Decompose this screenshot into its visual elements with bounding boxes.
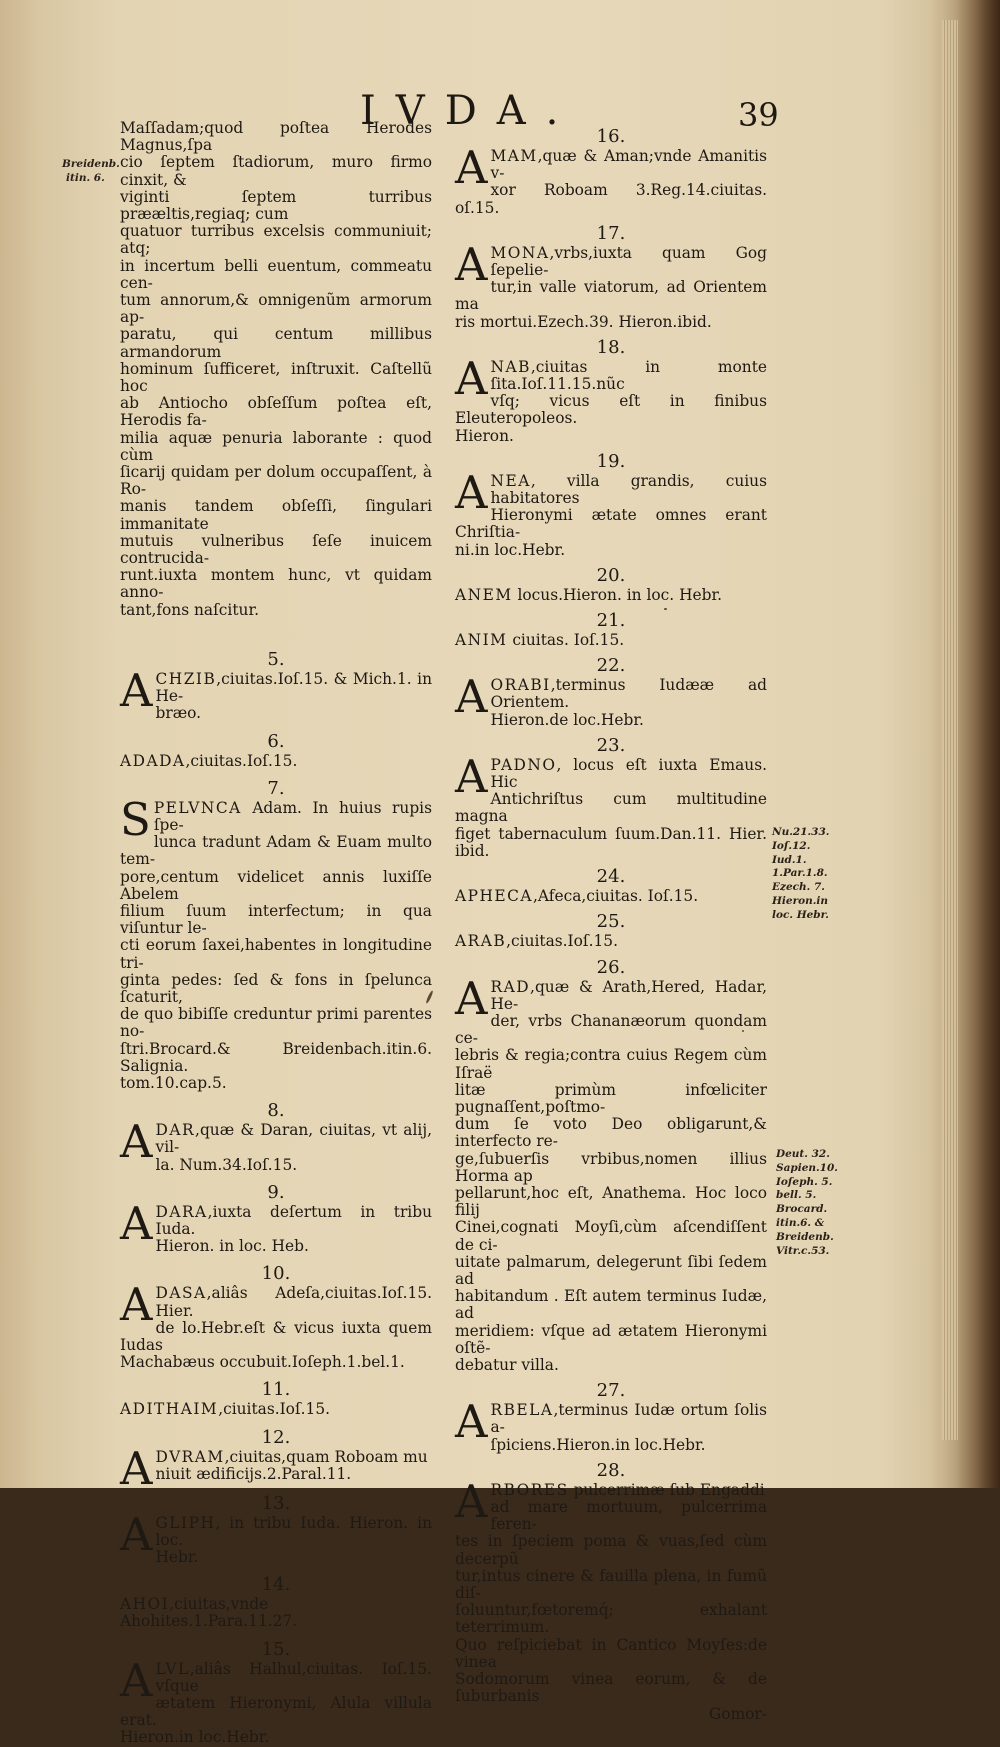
entry-number: 14. (261, 1574, 291, 1596)
text-line: in incertum belli euentum, commeatu cen- (120, 256, 432, 292)
text-line: ,iuxta deſertum in tribu Iuda. (155, 1202, 432, 1238)
entry-body (455, 141, 767, 217)
entry-number: 18. (596, 336, 626, 358)
text-line: ,ciuitas,quam Roboam mu (224, 1447, 428, 1466)
dictionary-entry (455, 331, 767, 445)
entry-body (455, 351, 767, 445)
entry-headword: DASA (155, 1284, 207, 1303)
drop-cap: A (120, 1196, 153, 1250)
entry-headword: GLIPH (155, 1513, 216, 1532)
entry-number: 11. (261, 1379, 291, 1401)
text-line: tum annorum,& omnigenũm armorum ap- (120, 291, 432, 327)
dictionary-entry (120, 619, 432, 723)
text-line: ,quæ & Aman;vnde Amanitis v- (490, 147, 767, 183)
text-line: cti eorum ſaxei,habentes in longitudine tri- (120, 936, 432, 972)
entry-body (455, 670, 767, 729)
entry-headword: RBORES (490, 1480, 569, 1499)
entry-number: 5. (267, 648, 285, 670)
dictionary-entry (455, 860, 767, 905)
entry-body (455, 749, 767, 860)
page-stack (942, 20, 958, 1440)
text-line: viginti ſeptem turribus prææltis,regiaq; cum (120, 187, 432, 224)
text-line: ,ciuitas.Ioſ.15. & Mich.1. in He- (155, 669, 432, 706)
text-line: tur,in valle viatorum, ad Orientem ma (455, 278, 767, 314)
drop-cap: A (455, 141, 488, 194)
text-line: ſicarij quidam per dolum occupaſſent, à Ro- (120, 463, 432, 499)
entry-number: 28. (596, 1459, 626, 1481)
entry-body (120, 1278, 432, 1372)
text-line: ni.in loc.Hebr. (455, 540, 566, 559)
text-line: quatuor turribus excelsis communiuit; atq; (120, 222, 432, 258)
dictionary-entry (120, 723, 432, 770)
text-line: pellarunt,hoc eſt, Anathema. Hoc loco filij (455, 1183, 767, 1220)
catchword: Gomor- (709, 1705, 767, 1724)
entry-body (120, 753, 432, 770)
right-margin-notes-26 (772, 826, 829, 923)
left-column (120, 120, 432, 1747)
text-line: niuit ædificijs.2.Paral.11. (155, 1464, 352, 1483)
entry-number: 23. (596, 734, 626, 756)
text-line: ge,ſubuerſis vrbibus,nomen illius Horma ap (455, 1149, 767, 1185)
dictionary-entry (455, 217, 767, 331)
dictionary-entry (120, 1485, 432, 1567)
dictionary-entry (120, 1174, 432, 1256)
ink-speck (664, 608, 667, 610)
text-line: ciuitas. Ioſ.15. (507, 631, 625, 650)
entry-body (455, 587, 767, 604)
dictionary-entry (120, 1092, 432, 1174)
entry-headword: RAD (490, 977, 531, 996)
text-line: Hieron.in loc.Hebr. (120, 1728, 270, 1747)
text-line: ad mare mortuum, pulcerrima feren- (490, 1497, 767, 1534)
drop-cap: A (120, 1507, 153, 1561)
entry-number: 16. (596, 126, 626, 147)
entry-number: 24. (596, 866, 626, 888)
dictionary-entry (455, 729, 767, 860)
entry-body (120, 1596, 432, 1630)
margin-note: Vitr.c.53. (776, 1244, 830, 1257)
text-line: Machabæus occubuit.Ioſeph.1.bel.1. (120, 1353, 405, 1372)
entry-body (120, 1196, 432, 1256)
entry-number: 22. (596, 655, 626, 677)
text-line: , locus eſt iuxta Emaus. Hic (490, 755, 767, 792)
margin-note: Ezech. 7. (772, 881, 825, 894)
entry-number: 17. (596, 222, 626, 244)
entry-body (455, 888, 767, 905)
text-line: de lo.Hebr.eſt & vicus iuxta quem Iudas (120, 1318, 432, 1354)
entry-number: 26. (596, 956, 626, 978)
text-line: Cinei,cognati Moyſi,cùm aſcendiſſent de ci- (455, 1218, 767, 1254)
text-line: Quo reſpiciebat in Cantico Moyſes:de vinea (455, 1635, 767, 1671)
entry-body (120, 1441, 432, 1495)
entry-headword: ADADA (120, 751, 186, 770)
margin-note: Brocard. (776, 1203, 828, 1216)
dictionary-entry (455, 951, 767, 1375)
text-line: ab Antiocho obſeſſum poſtea eſt, Herodis fa- (120, 394, 432, 430)
entry-body (455, 1474, 767, 1706)
entry-number: 19. (596, 450, 626, 472)
margin-note: Breidenb. (776, 1230, 834, 1243)
entry-number: 15. (261, 1638, 291, 1660)
entry-number: 20. (596, 564, 626, 586)
entry-headword: ANIM (455, 631, 508, 650)
margin-note: itin.6. & (776, 1216, 825, 1229)
drop-cap: A (455, 351, 488, 405)
text-line: Hebr. (155, 1548, 199, 1566)
intro-paragraph (120, 120, 432, 619)
entry-headword: LVL (155, 1659, 190, 1678)
dictionary-entry (120, 1631, 432, 1747)
entry-body (120, 1653, 432, 1747)
page-number: 39 (738, 96, 779, 134)
text-line: Antichriſtus cum multitudine magna (455, 790, 767, 826)
text-line: ,ciuitas,vnde Ahohites.1.Para.11.27. (120, 1595, 298, 1631)
text-line: ſtri.Brocard.& Breidenbach.itin.6. Salignia. (120, 1039, 432, 1075)
text-line: bræo. (155, 704, 202, 723)
drop-cap: A (455, 1474, 488, 1528)
text-line: lunca tradunt Adam & Euam multo tem- (120, 833, 432, 869)
margin-note: Iud.1. (772, 853, 807, 866)
text-line: Hieron. (455, 426, 514, 445)
left-margin-notes (62, 158, 120, 186)
entry-list (455, 126, 767, 1705)
text-line: Sodomorum vinea eorum, & de ſuburbanis (455, 1670, 767, 1706)
text-line: uitate palmarum, delegerunt ſibi ſedem ad (455, 1252, 767, 1288)
text-line: ,vrbs,iuxta quam Gog ſepelie- (490, 243, 767, 280)
entry-list (120, 619, 432, 1747)
text-line: ,aliâs Adeſa,ciuitas.Ioſ.15. Hier. (155, 1284, 432, 1320)
entry-headword: CHZIB (155, 669, 217, 688)
text-line: runt.iuxta montem hunc, vt quidam anno- (120, 566, 432, 602)
entry-headword: NAB (490, 357, 531, 376)
entry-number: 12. (261, 1426, 291, 1448)
entry-body (120, 1401, 432, 1418)
entry-number: 7. (267, 777, 285, 799)
entry-number: 8. (267, 1100, 285, 1122)
text-line: manis tandem obſeſſi, ſingulari immanitate (120, 497, 432, 533)
text-line: milia aquæ penuria laborante : quod cùm (120, 428, 432, 464)
text-line: ætatem Hieronymi, Alula villula erat. (120, 1694, 432, 1730)
margin-note: Nu.21.33. (772, 826, 830, 838)
entry-number: 9. (267, 1181, 285, 1203)
text-line: meridiem: vſque ad ætatem Hieronymi oſtẽ- (455, 1321, 767, 1357)
text-line: pore,centum videlicet annis luxiſſe Abelem (120, 867, 432, 903)
text-line: figet tabernaculum ſuum.Dan.11. Hier. ibid. (455, 824, 767, 860)
text-line: litæ primùm infœliciter pugnaſſent,poſtmo- (455, 1080, 767, 1116)
dictionary-entry (455, 649, 767, 729)
entry-body (455, 1395, 767, 1454)
entry-headword: RBELA (490, 1401, 554, 1420)
entry-headword: DVRAM (155, 1447, 225, 1466)
entry-body (455, 237, 767, 331)
entry-number: 6. (267, 730, 285, 752)
dictionary-entry (120, 1419, 432, 1495)
entry-headword: MAM (490, 147, 538, 165)
text-line: lebris & regia;contra cuius Regem cùm Iſraë (455, 1046, 767, 1082)
text-line: ſpiciens.Hieron.in loc.Hebr. (490, 1435, 706, 1454)
text-line: ,aliâs Halhul,ciuitas. Ioſ.15. vſque (155, 1659, 432, 1695)
text-line: ,Afeca,ciuitas. Ioſ.15. (533, 887, 699, 906)
dictionary-entry (455, 1374, 767, 1454)
text-line: la. Num.34.Ioſ.15. (155, 1155, 298, 1174)
text-line: hominum ſufficeret, inſtruxit. Caſtellũ hoc (120, 359, 432, 396)
right-margin-notes-28 (776, 1148, 838, 1258)
entry-number: 25. (596, 911, 626, 933)
text-line: ,ciuitas.Ioſ.15. (185, 751, 298, 770)
text-line: ginta pedes: ſed & fons in ſpelunca ſcaturit, (120, 970, 432, 1006)
text-line: ,terminus Iudæ ortum ſolis a- (490, 1401, 767, 1437)
text-line: cio ſeptem ſtadiorum, muro firmo cinxit, & (120, 153, 432, 189)
entry-headword: DAR (155, 1121, 196, 1140)
entry-headword: NEA (490, 471, 531, 490)
text-line: pulcerrimæ ſub Engaddi (568, 1480, 765, 1499)
margin-note: Deut. 32. (776, 1148, 830, 1160)
text-line: tom.10.cap.5. (120, 1073, 227, 1092)
drop-cap: A (455, 749, 488, 803)
drop-cap: A (120, 1441, 153, 1495)
drop-cap: A (455, 971, 488, 1025)
text-line: ,quæ & Daran, ciuitas, vt alij, vil- (155, 1121, 432, 1157)
text-line: ſoluuntur,fœtoremq́; exhalant teterrimum. (455, 1601, 767, 1637)
text-line: Maſſadam;quod poſtea Herodes Magnus,ſpa (120, 119, 432, 155)
text-line: tant,fons naſcitur. (120, 600, 259, 619)
text-line: , villa grandis, cuius habitatores (490, 471, 767, 508)
drop-cap: A (455, 670, 488, 724)
entry-headword: ADITHAIM (120, 1400, 219, 1419)
drop-cap: A (120, 1653, 153, 1707)
margin-note: Ioſ.12. (772, 839, 811, 852)
entry-body (120, 663, 432, 723)
entry-body (120, 792, 432, 1092)
drop-cap: A (120, 1278, 153, 1332)
margin-note: loc. Hebr. (772, 908, 829, 921)
margin-note: 1.Par.1.8. (772, 867, 828, 880)
text-line: ,ciuitas in monte ſita.Ioſ.11.15.nũc (490, 357, 767, 394)
dictionary-entry (455, 1454, 767, 1706)
text-line: ris mortui.Ezech.39. Hieron.ibid. (455, 312, 712, 331)
margin-note: itin. 6. (66, 171, 105, 184)
dictionary-entry (120, 1371, 432, 1418)
text-line: Hieron.de loc.Hebr. (490, 710, 644, 729)
margin-note: Sapien.10. (776, 1161, 838, 1174)
text-line: locus.Hieron. in loc. Hebr. (512, 585, 723, 604)
dictionary-entry (455, 126, 767, 217)
entry-body (120, 1507, 432, 1567)
text-line: mutuis vulneribus ſeſe inuicem contrucida- (120, 531, 432, 568)
drop-cap: S (120, 792, 151, 846)
entry-headword: ARAB (455, 932, 507, 951)
drop-cap: A (455, 1395, 488, 1449)
ink-speck (742, 1030, 744, 1032)
entry-body (455, 933, 767, 950)
entry-number: 13. (261, 1492, 291, 1514)
dictionary-entry (120, 770, 432, 1092)
text-line: der, vrbs Chananæorum quondam ce- (455, 1011, 767, 1048)
entry-body (455, 632, 767, 649)
entry-body (120, 1115, 432, 1174)
right-column (455, 126, 767, 1724)
text-line: , in tribu Iuda. Hieron. in loc. (155, 1513, 432, 1549)
running-head: IVDA. (360, 88, 579, 134)
text-line: ,ciuitas.Ioſ.15. (218, 1400, 331, 1419)
entry-headword: PADNO (490, 755, 557, 774)
text-line: vſq; vicus eſt in finibus Eleuteropoleos. (455, 392, 767, 428)
text-line: ,ciuitas.Ioſ.15. (506, 932, 618, 951)
drop-cap: A (120, 663, 153, 717)
entry-number: 21. (596, 610, 626, 632)
dictionary-entry (455, 445, 767, 559)
entry-headword: ANEM (455, 585, 513, 604)
text-line: ,quæ & Arath,Hered, Hadar, He- (490, 977, 767, 1013)
entry-headword: APHECA (455, 887, 534, 906)
entry-headword: MONA (490, 243, 550, 262)
text-line: Adam. In huius rupis ſpe- (153, 798, 432, 834)
dictionary-entry (120, 1255, 432, 1371)
drop-cap: A (120, 1115, 153, 1169)
text-line: Hieron. in loc. Heb. (155, 1237, 309, 1256)
text-line: filium ſuum interfectum; in qua viſuntur le- (120, 901, 432, 938)
entry-headword: ORABI (490, 676, 551, 695)
dictionary-entry (455, 905, 767, 950)
entry-number: 27. (596, 1380, 626, 1402)
dictionary-entry (455, 559, 767, 604)
margin-note: Ioſeph. 5. (776, 1175, 833, 1188)
entry-body (455, 465, 767, 559)
text-line: tur,intus cinere & fauilla plena, in fumũ diſ- (455, 1566, 767, 1602)
text-line: habitandum . Eſt autem terminus Iudæ, ad (455, 1287, 767, 1323)
entry-body (455, 971, 767, 1375)
entry-number: 10. (261, 1263, 291, 1285)
text-line: debatur villa. (455, 1355, 559, 1374)
margin-note: Hieron.in (772, 894, 829, 907)
entry-headword: DARA (155, 1202, 208, 1221)
dictionary-entry (120, 1566, 432, 1630)
margin-note: Breidenb. (62, 158, 120, 170)
dictionary-entry (455, 604, 767, 649)
text-line: de quo bibiſſe creduntur primi parentes no- (120, 1005, 432, 1041)
text-line: xor Roboam 3.Reg.14.ciuitas. oſ.15. (455, 181, 767, 217)
text-line: paratu, qui centum millibus armandorum (120, 325, 432, 361)
drop-cap: A (455, 465, 488, 519)
text-line: tes in ſpeciem poma & vuas,ſed cùm decerpũ (455, 1532, 767, 1568)
margin-note: bell. 5. (776, 1189, 817, 1202)
text-line: dum ſe voto Deo obligarunt,& interfecto re- (455, 1115, 767, 1151)
entry-headword: PELVNCA (153, 798, 242, 817)
text-line: ,terminus Iudææ ad Orientem. (490, 676, 767, 712)
text-line: Hieronymi ætate omnes erant Chriſtia- (455, 506, 767, 542)
entry-headword: AHOI (120, 1595, 170, 1614)
drop-cap: A (455, 237, 488, 291)
